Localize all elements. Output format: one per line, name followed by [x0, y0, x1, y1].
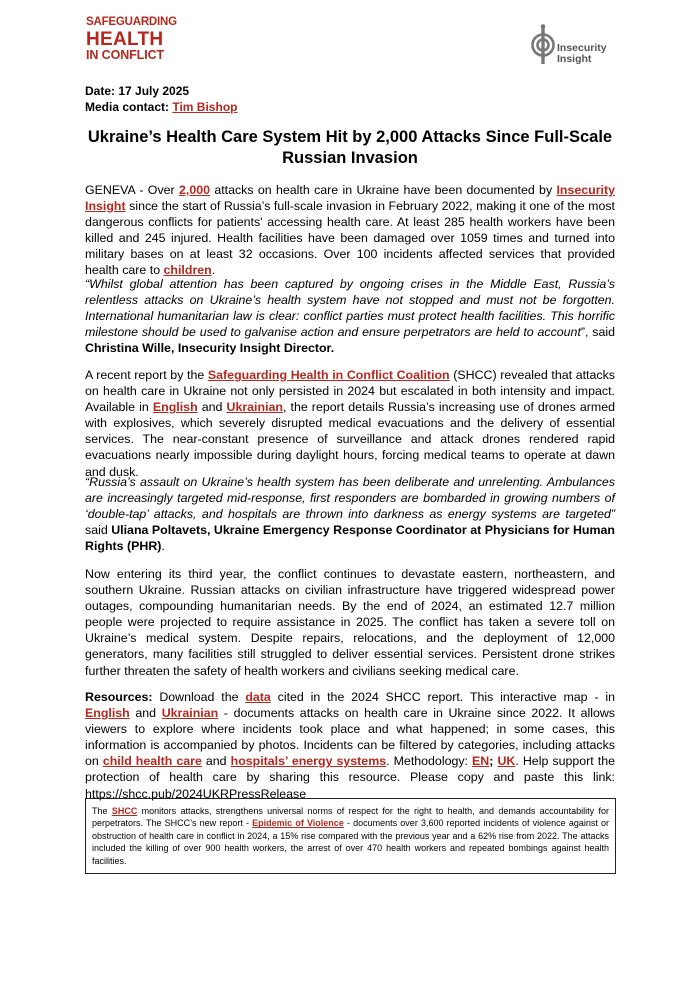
- paragraph-resources: Resources: Download the data cited in the 2024 SHCC report. This interactive map - in English and Ukrainian - documents attacks on health care in Ukraine since 2022. It allows viewers to explore where incidents took place and what happened; in some cases, this information is accompanied by photos. Incidents can be filtered by categories, including attacks on child health care and hospitals’ energy systems. Methodology: EN; UK. Help support the protection of health care by sharing this resource. Please copy and paste this link: https://shcc.pub/2024UKRPressRelease: [85, 690, 615, 801]
- media-contact-line: Media contact: Tim Bishop: [85, 100, 238, 114]
- resources-label: Resources:: [85, 690, 153, 704]
- link-methodology-uk[interactable]: UK: [497, 754, 516, 769]
- shcc-info-box: The SHCC monitors attacks, strengthens universal norms of respect for the right to health, and demands accountability for perpetrators. The SHCC’s new report - Epidemic of Violence - documents over 3,600 reported incidents of violence against or obstruction of health care in conflict in 2024, a 15% rise compared with the previous year and a 62% rise from 2022. The attacks included the killing of over 900 health workers, the arrest of over 470 health workers and repeated bombings against health facilities.: [85, 798, 616, 874]
- paragraph-intro: GENEVA - Over 2,000 attacks on health care in Ukraine have been documented by Insecurity Insight since the start of Russia’s full-scale invasion in February 2022, making it one of the most dangerous conflicts for patients' accessing health care. At least 285 health workers have been killed and 245 injured. Health facilities have been damaged over 1059 times and turned into military bases on at least 32 occasions. Over 100 incidents affected services that provided health care to children.: [85, 183, 616, 278]
- press-meta: [85, 83, 237, 115]
- insecurity-insight-logo: [531, 24, 621, 66]
- link-data[interactable]: data: [245, 690, 271, 704]
- insecurity-insight-mark-icon: [531, 24, 557, 66]
- link-children[interactable]: children: [163, 263, 212, 278]
- quote-speaker: Uliana Poltavets, Ukraine Emergency Response Coordinator at Physicians for Human Rights (PHR): [85, 523, 615, 554]
- shcc-logo-line2: HEALTH: [86, 28, 164, 50]
- quote-text: “Whilst global attention has been captured by ongoing crises in the Middle East, Russia’s relentless attacks on Ukraine’s health system have not stopped and must not be forgotten. International humanitarian law is clear: conflict parties must protect health facilities. This horrific milestone should be used to galvanise action and ensure perpetrators are held to account: [85, 277, 615, 340]
- paragraph-third-year: Now entering its third year, the conflict continues to devastate eastern, northeastern, and southern Ukraine. Russian attacks on civilian infrastructure have triggered widespread power outages, compounding humanitarian needs. By the end of 2024, an estimated 12.7 million people were projected to require assistance in 2025. The conflict has taken a severe toll on Ukraine’s medical system. Despite repairs, relocations, and the deployment of 12,000 generators, many facilities still struggled to deliver essential services. Persistent drone strikes further threaten the safety of health workers and civilians seeking medical care.: [85, 567, 615, 678]
- link-shcc[interactable]: SHCC: [111, 806, 138, 816]
- paragraph-quote-poltavets: “Russia’s assault on Ukraine’s health system has been deliberate and unrelenting. Ambulances are increasingly targeted mid-response, first responders are bombarded in growing numbers of ‘double-tap’ attacks, and hospitals are thrown into darkness as energy systems are targeted” said Uliana Poltavets, Ukraine Emergency Response Coordinator at Physicians for Human Rights (PHR).: [85, 475, 615, 554]
- link-child-health-care[interactable]: child health care: [102, 754, 202, 769]
- insecurity-insight-logo-text: Insecurity Insight: [557, 42, 607, 65]
- link-2000-attacks[interactable]: 2,000: [178, 183, 210, 197]
- media-contact-link[interactable]: Tim Bishop: [172, 100, 238, 114]
- link-map-ukrainian[interactable]: Ukrainian: [161, 706, 219, 721]
- link-shcc-coalition[interactable]: Safeguarding Health in Conflict Coalition: [207, 368, 450, 382]
- shcc-logo-line3: IN CONFLICT: [86, 47, 165, 62]
- page-title: Ukraine’s Health Care System Hit by 2,000 Attacks Since Full-Scale Russian Invasion: [87, 128, 613, 167]
- link-epidemic-of-violence[interactable]: Epidemic of Violence: [252, 818, 344, 829]
- link-insecurity-insight[interactable]: Insecurity Insight: [85, 183, 616, 214]
- quote-speaker: Christina Wille, Insecurity Insight Director.: [85, 341, 335, 356]
- link-map-english[interactable]: English: [85, 706, 130, 721]
- shcc-logo-line1: SAFEGUARDING: [86, 16, 177, 28]
- shcc-logo: [86, 16, 177, 62]
- link-methodology-en[interactable]: EN: [472, 754, 490, 769]
- paragraph-shcc-report: A recent report by the Safeguarding Health in Conflict Coalition (SHCC) revealed that attacks on health care in Ukraine not only persisted in 2024 but escalated in both intensity and impact. Available in English and Ukrainian, the report details Russia’s increasing use of drones armed with explosives, which severely disrupted medical evacuations and the delivery of essential services. The near-constant presence of surveillance and attack drones rendered rapid evacuations nearly impossible during daylight hours, forcing medical teams to operate at dawn and dusk.: [85, 368, 616, 479]
- quote-text: “Russia’s assault on Ukraine’s health system has been deliberate and unrelenting. Ambulances are increasingly targeted mid-response, first responders are bombarded in growing numbers of ‘double-tap’ attacks, and hospitals are thrown into darkness as energy systems are targeted”: [85, 475, 615, 522]
- link-report-english[interactable]: English: [152, 400, 198, 415]
- link-hospitals-energy[interactable]: hospitals’ energy systems: [230, 754, 387, 769]
- date-line: Date: 17 July 2025: [85, 84, 190, 98]
- link-report-ukrainian[interactable]: Ukrainian: [226, 400, 283, 415]
- paragraph-quote-wille: “Whilst global attention has been captured by ongoing crises in the Middle East, Russia’s relentless attacks on Ukraine’s health system have not stopped and must not be forgotten. International humanitarian law is clear: conflict parties must protect health facilities. This horrific milestone should be used to galvanise action and ensure perpetrators are held to account”, said Christina Wille, Insecurity Insight Director.: [85, 277, 615, 356]
